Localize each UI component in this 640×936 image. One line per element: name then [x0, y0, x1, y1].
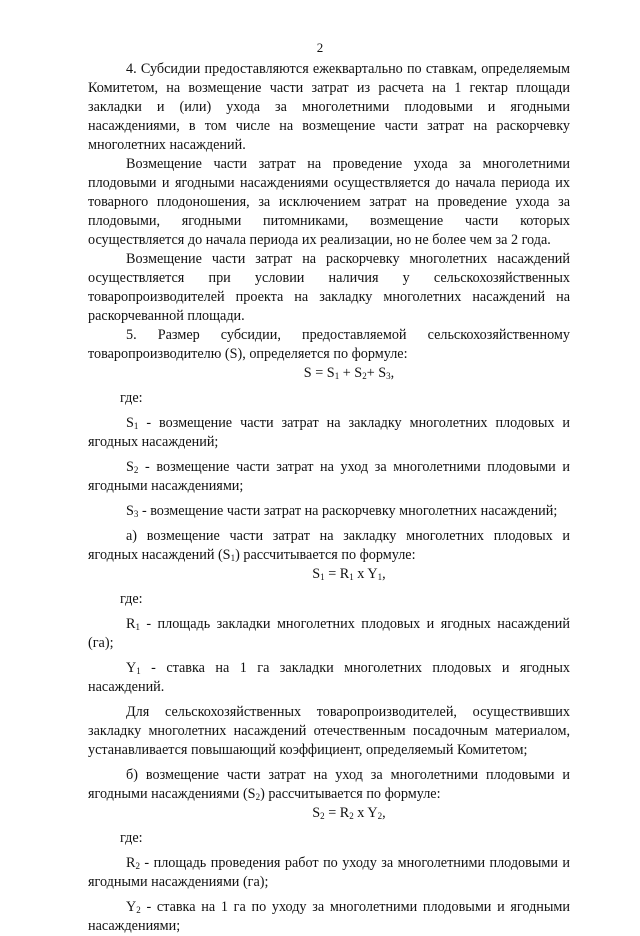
definition-y2: $Y_2$ - ставка на 1 га по уходу за многолетними плодовыми и ягодными насаждениями; — [88, 899, 570, 934]
formula-s1: $S_1 = R_1$ x $Y_1$, — [312, 566, 386, 582]
item-b: б) возмещение части затрат на уход за многолетними плодовыми и ягодными насаждениями $(S_2)$ рассчитывается по формуле: — [88, 767, 570, 802]
definition-s1: $S_1$ - возмещение части затрат на закладку многолетних плодовых и ягодных насаждений; — [88, 415, 570, 450]
definition-s3: $S_3$ - возмещение части затрат на раскорчевку многолетних насаждений; — [126, 503, 558, 519]
where-label: где: — [120, 390, 143, 406]
where-label: где: — [120, 591, 143, 607]
paragraph-uprooting-costs: Возмещение части затрат на раскорчевку многолетних насаждений осуществляется при условии наличия у сельскохозяйственных товаропроизводителей проекта на закладку многолетних насаждений на раскорчеванной площади. — [88, 251, 570, 324]
where-label: где: — [120, 830, 143, 846]
paragraph-subsidy-size: 5. Размер субсидии, предоставляемой сельскохозяйственному товаропроизводителю (S), определяется по формуле: — [88, 327, 570, 362]
definition-y1: $Y_1$ - ставка на 1 га закладки многолетних плодовых и ягодных насаждений. — [88, 660, 570, 695]
formula-s-total: $S = S_1 + S_2+ S_3$, — [303, 365, 395, 381]
definition-r2: $R_2$ - площадь проведения работ по уходу за многолетними плодовыми и ягодными насаждениями (га); — [88, 855, 570, 890]
definition-s2: $S_2$ - возмещение части затрат на уход за многолетними плодовыми и ягодными насаждениями; — [88, 459, 570, 494]
paragraph-care-costs: Возмещение части затрат на проведение ухода за многолетними плодовыми и ягодными насаждениями осуществляется до начала периода их товарного плодоношения, за исключением затрат на проведение ухода за плодовыми, ягодными питомниками, возмещение части которых осуществляется до начала периода их реализации, но не более чем за 2 года. — [88, 156, 570, 248]
paragraph-coefficient: Для сельскохозяйственных товаропроизводителей, осуществивших закладку многолетних насаждений отечественным посадочным материалом, устанавливается повышающий коэффициент, определяемый Комитетом; — [88, 704, 570, 758]
definition-r1: $R_1$ - площадь закладки многолетних плодовых и ягодных насаждений (га); — [88, 616, 570, 651]
formula-s2: $S_2 = R_2$ x $Y_2$, — [312, 805, 386, 821]
item-a: а) возмещение части затрат на закладку многолетних плодовых и ягодных насаждений $(S_1)$ рассчитывается по формуле: — [88, 528, 570, 563]
paragraph-subsidy-rates: 4. Субсидии предоставляются ежеквартально по ставкам, определяемым Комитетом, на возмещение части затрат из расчета на 1 гектар площади закладки и (или) ухода за многолетними плодовыми и ягодными насаждениями, в том числе на возмещение части затрат на раскорчевку многолетних насаждений. — [88, 61, 570, 153]
page-number: 2 — [316, 40, 324, 55]
document-body — [88, 60, 570, 936]
